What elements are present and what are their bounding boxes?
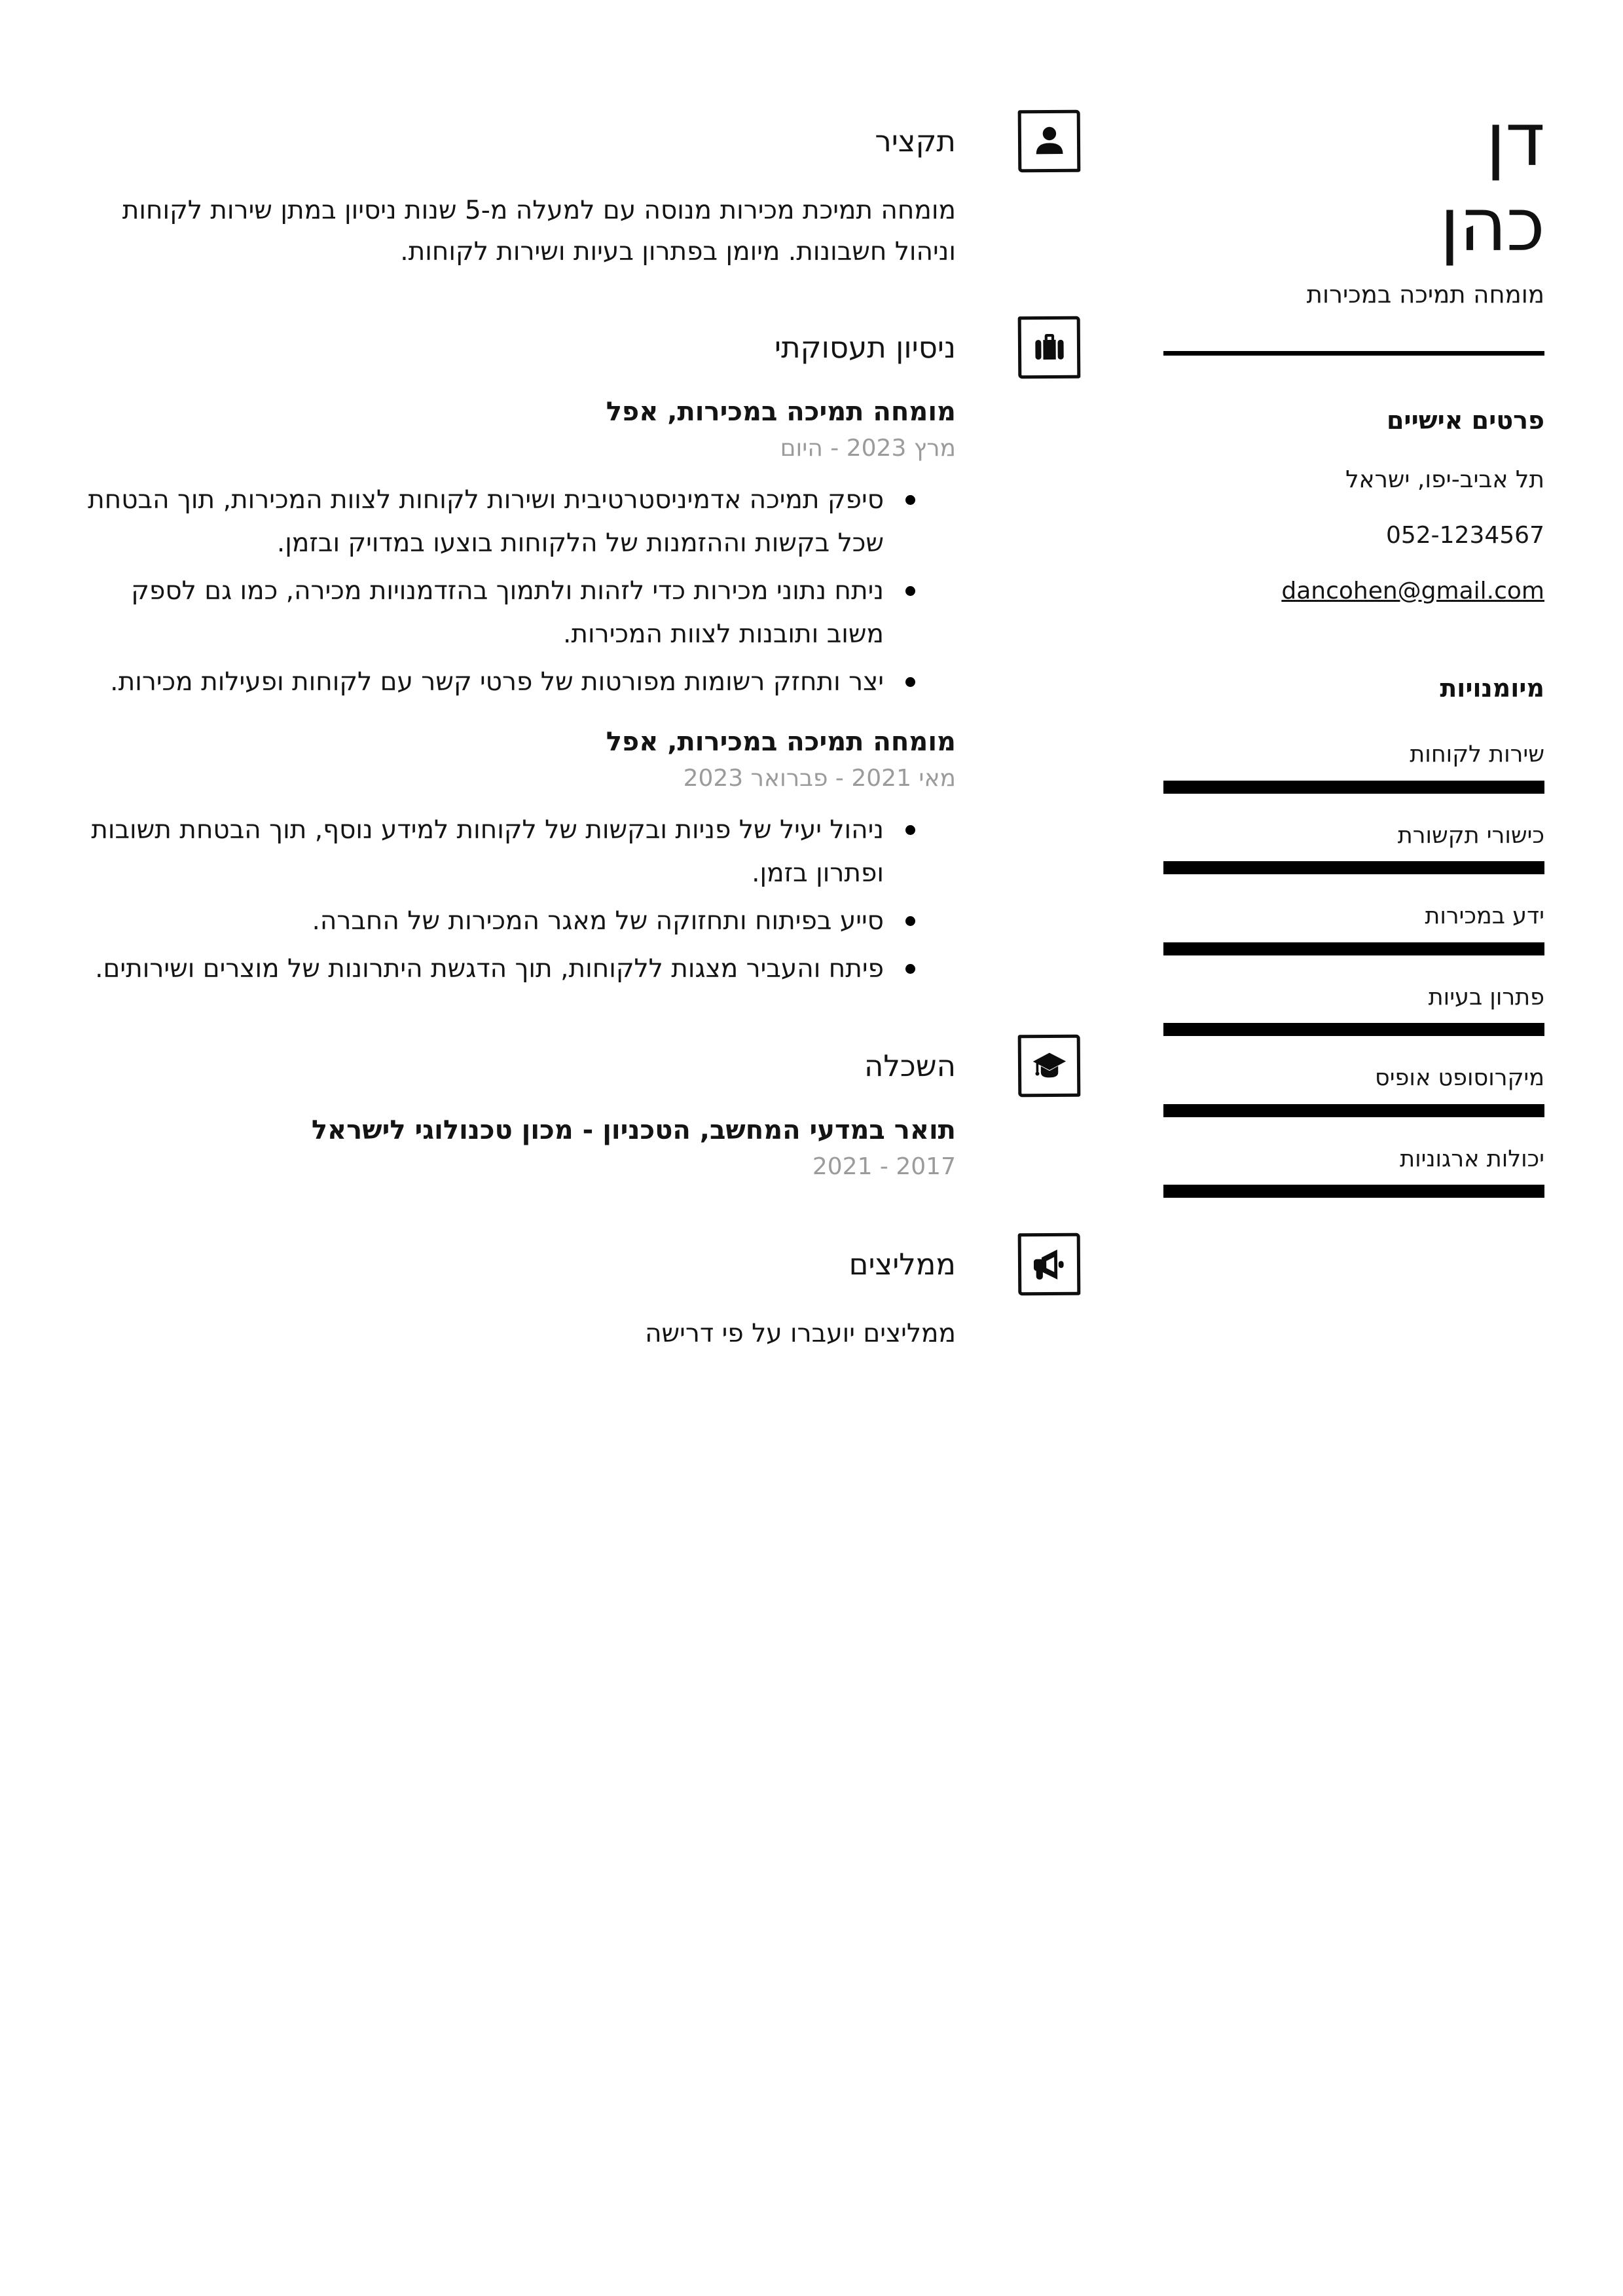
skill-item: [1163, 1145, 1544, 1198]
summary-text: מומחה תמיכת מכירות מנוסה עם למעלה מ-5 שנות ניסיון במתן שירות לקוחות וניהול חשבונות. מיומן בפתרון בעיות ושירות לקוחות.: [122, 196, 956, 267]
job-bullet: יצר ותחזק רשומות מפורטות של פרטי קשר עם לקוחות ופעילות מכירות.: [75, 661, 884, 704]
skill-label: מיקרוסופט אופיס: [1375, 1065, 1544, 1092]
experience-content: [75, 395, 956, 991]
skill-bar-fill: [1163, 1104, 1544, 1117]
personal-details-heading: פרטים אישיים: [1386, 405, 1544, 435]
summary-title: תקציר: [875, 124, 956, 158]
skill-bar-track: [1163, 1185, 1544, 1198]
skill-label: כישורי תקשורת: [1397, 822, 1544, 849]
skill-bar-track: [1163, 1104, 1544, 1117]
sidebar-divider: [1163, 351, 1544, 356]
sidebar: [1163, 98, 1544, 1198]
skill-bar-fill: [1163, 1023, 1544, 1036]
degree-dates: 2017 - 2021: [812, 1153, 956, 1180]
last-name: כהן: [1440, 182, 1544, 268]
references-section: [75, 1233, 1080, 1354]
summary-header: [75, 110, 1080, 172]
job-bullet: סייע בפיתוח ותחזוקה של מאגר המכירות של החברה.: [75, 900, 884, 943]
email-link[interactable]: dancohen@gmail.com: [1281, 577, 1544, 604]
education-section: [75, 1035, 1080, 1182]
skill-label: שירות לקוחות: [1410, 741, 1544, 768]
job-bullet-list: [75, 809, 956, 991]
job-bullet: סיפק תמיכה אדמיניסטרטיבית ושירות לקוחות לצוות המכירות, תוך הבטחת שכל בקשות וההזמנות של הלקוחות בוצעו במדויק ובזמן.: [75, 479, 884, 565]
education-content: [75, 1113, 956, 1182]
experience-title: ניסיון תעסוקתי: [775, 330, 956, 365]
skill-item: [1163, 902, 1544, 955]
phone-number: 052-1234567: [1385, 521, 1544, 549]
skill-item: [1163, 740, 1544, 794]
references-header: [75, 1233, 1080, 1295]
skill-bar-track: [1163, 861, 1544, 874]
skill-item: [1163, 983, 1544, 1037]
skill-bar-fill: [1163, 781, 1544, 794]
person-job-title: מומחה תמיכה במכירות: [1306, 280, 1544, 308]
skill-item: [1163, 1064, 1544, 1117]
skill-label: יכולות ארגוניות: [1400, 1145, 1544, 1172]
skill-bar-fill: [1163, 942, 1544, 955]
job-entry: [75, 725, 956, 991]
job-bullet: ניהול יעיל של פניות ובקשות של לקוחות למידע נוסף, תוך הבטחת תשובות ופתרון בזמן.: [75, 809, 884, 895]
job-dates: מאי 2021 - פברואר 2023: [683, 765, 956, 792]
person-icon: [1018, 110, 1081, 173]
job-title: מומחה תמיכה במכירות, אפל: [606, 397, 956, 427]
skill-bar-track: [1163, 942, 1544, 955]
job-bullet-list: [75, 479, 956, 704]
graduation-cap-icon: [1018, 1035, 1081, 1098]
skill-bar-track: [1163, 1023, 1544, 1036]
skill-label: פתרון בעיות: [1428, 984, 1544, 1010]
references-content: [75, 1313, 956, 1354]
skill-item: [1163, 821, 1544, 875]
skill-bar-fill: [1163, 861, 1544, 874]
person-name: [1163, 98, 1544, 268]
megaphone-icon: [1018, 1233, 1081, 1296]
skill-label: ידע במכירות: [1425, 903, 1544, 930]
skill-bar-fill: [1163, 1185, 1544, 1198]
location-text: תל אביב-יפו, ישראל: [1345, 466, 1544, 493]
summary-content: [75, 190, 956, 272]
summary-section: [75, 110, 1080, 272]
first-name: דן: [1486, 98, 1544, 183]
references-text: ממליצים יועברו על פי דרישה: [645, 1319, 956, 1348]
education-title: השכלה: [864, 1048, 956, 1083]
briefcase-icon: [1018, 316, 1081, 379]
references-title: ממליצים: [848, 1247, 956, 1282]
job-bullet: פיתח והעביר מצגות ללקוחות, תוך הדגשת היתרונות של מוצרים ושירותים.: [75, 948, 884, 991]
main-content: [75, 110, 1080, 1354]
job-title: מומחה תמיכה במכירות, אפל: [606, 727, 956, 757]
degree-title: תואר במדעי המחשב, הטכניון - מכון טכנולוגי לישראל: [311, 1115, 956, 1145]
skill-bar-track: [1163, 781, 1544, 794]
experience-header: [75, 316, 1080, 379]
education-header: [75, 1035, 1080, 1097]
job-bullet: ניתח נתוני מכירות כדי לזהות ולתמוך בהזדמנויות מכירה, כמו גם לספק משוב ותובנות לצוות המכירות.: [75, 570, 884, 656]
job-entry: [75, 395, 956, 704]
skills-heading: מיומנויות: [1440, 674, 1544, 703]
job-dates: מרץ 2023 - היום: [780, 435, 956, 462]
experience-section: [75, 316, 1080, 991]
